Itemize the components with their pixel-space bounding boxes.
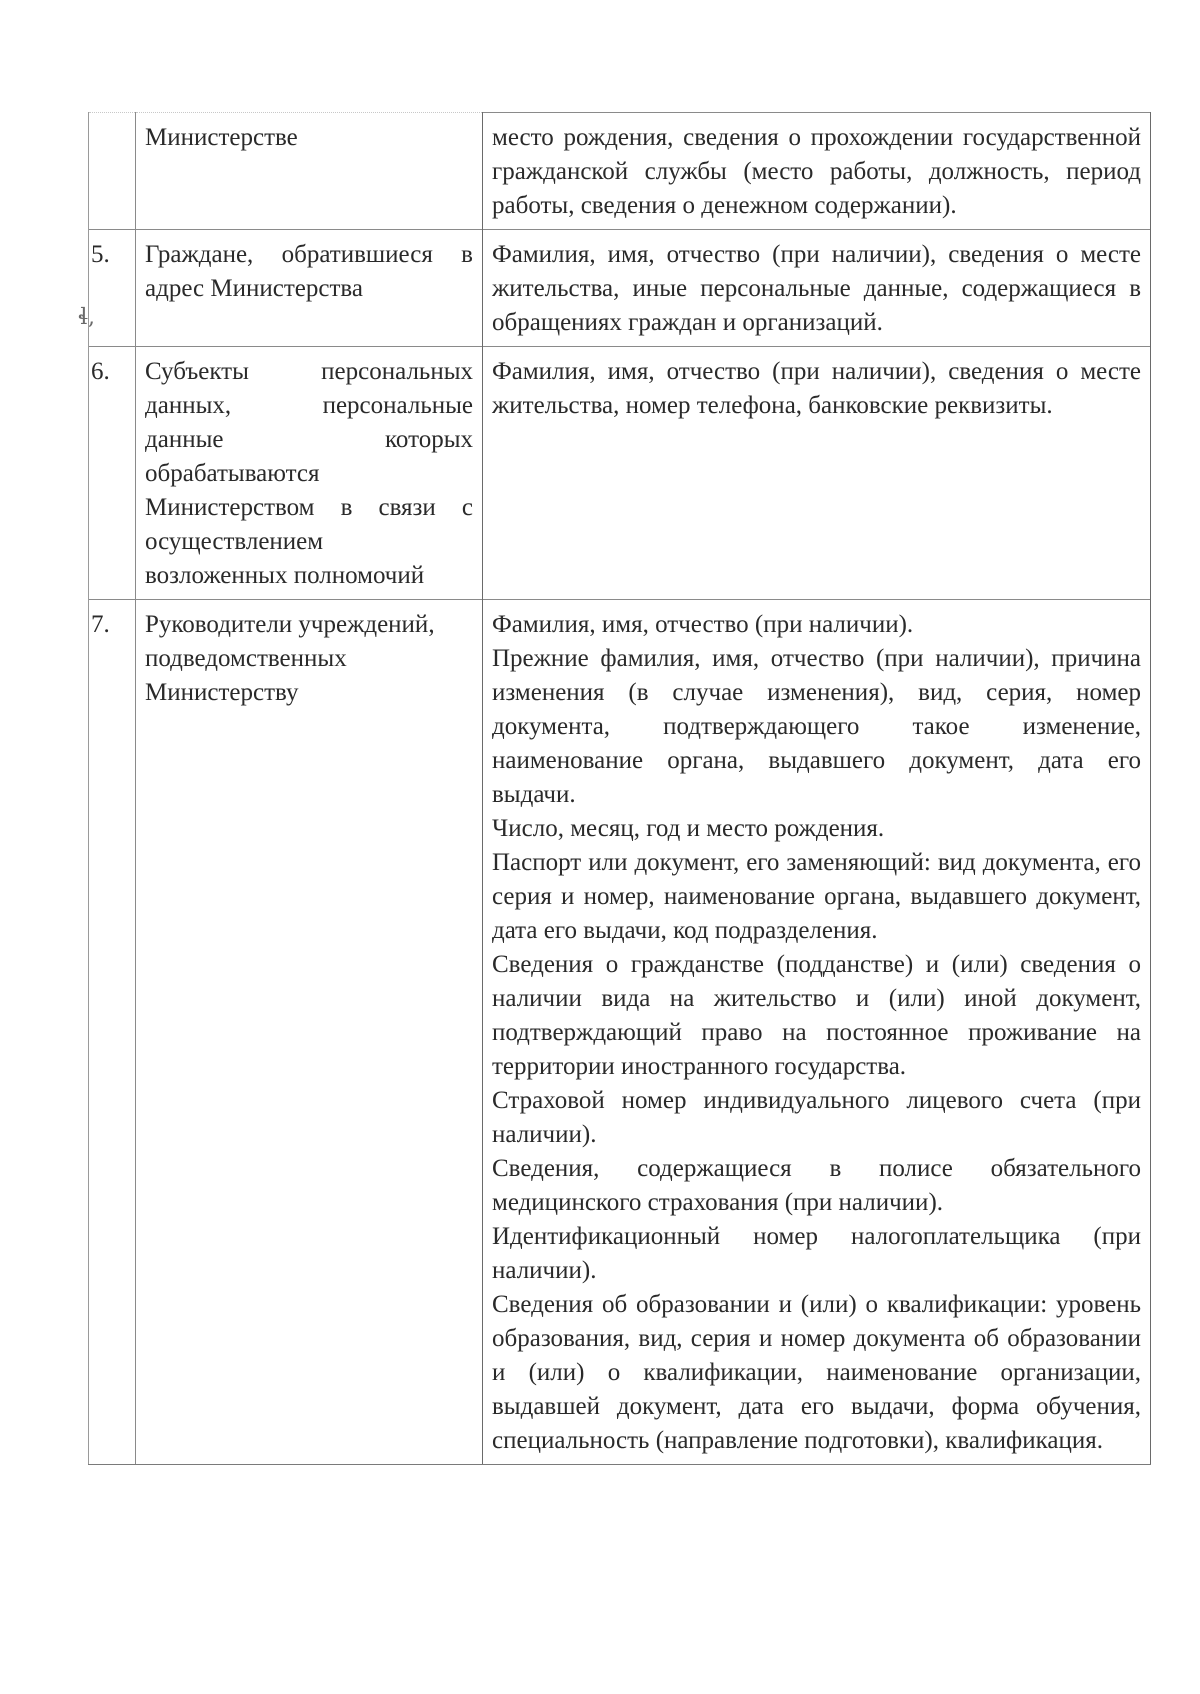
table-row — [89, 113, 1151, 230]
data-subject-cell — [136, 230, 483, 347]
personal-data-table — [88, 112, 1151, 1465]
subject-line: подведомственных — [145, 645, 347, 672]
row-number: 7. — [89, 600, 136, 1465]
table-row — [89, 230, 1151, 347]
data-paragraph: Прежние фамилия, имя, отчество (при наличии), причина изменения (в случае изменения), вид, серия, номер документа, подтверждающего такое изменение, наименование органа, выдавшего документ, дата его выдачи. — [492, 645, 1141, 808]
row-number — [89, 113, 136, 230]
data-subject-cell — [136, 600, 483, 1465]
scan-artifact-mark: ɬ, — [78, 305, 95, 330]
subject-line: возложенных полномочий — [145, 562, 425, 589]
data-paragraph: Фамилия, имя, отчество (при наличии), сведения о месте жительства, номер телефона, банковские реквизиты. — [492, 358, 1141, 419]
subject-line: Министерстве — [145, 124, 298, 151]
subject-line: данные которых — [145, 426, 473, 453]
personal-data-cell — [483, 113, 1151, 230]
subject-line: обрабатываются — [145, 460, 320, 487]
subject-line: данных, персональные — [145, 392, 473, 419]
table-row — [89, 600, 1151, 1465]
row-number: 5. — [89, 230, 136, 347]
table-row — [89, 347, 1151, 600]
data-paragraph: Фамилия, имя, отчество (при наличии), сведения о месте жительства, иные персональные данные, содержащиеся в обращениях граждан и организаций. — [492, 241, 1141, 336]
personal-data-cell — [483, 230, 1151, 347]
personal-data-cell — [483, 600, 1151, 1465]
subject-line: Министерству — [145, 679, 299, 706]
data-paragraph: Сведения об образовании и (или) о квалификации: уровень образования, вид, серия и номер документа об образовании и (или) о квалификации, наименование организации, выдавшей документ, дата его выдачи, форма обучения, специальность (направление подготовки), квалификация. — [492, 1291, 1141, 1454]
data-paragraph: место рождения, сведения о прохождении государственной гражданской службы (место работы, должность, период работы, сведения о денежном содержании). — [492, 124, 1141, 219]
data-paragraph: Паспорт или документ, его заменяющий: вид документа, его серия и номер, наименование органа, выдавшего документ, дата его выдачи, код подразделения. — [492, 849, 1141, 944]
subject-line: Граждане, обратившиеся в — [145, 241, 473, 268]
data-paragraph: Страховой номер индивидуального лицевого счета (при наличии). — [492, 1087, 1141, 1148]
subject-line: Субъекты персональных — [145, 358, 473, 385]
data-subject-cell — [136, 347, 483, 600]
personal-data-cell — [483, 347, 1151, 600]
data-paragraph: Фамилия, имя, отчество (при наличии). — [492, 611, 914, 638]
row-number: 6. — [89, 347, 136, 600]
subject-line: Министерством в связи с — [145, 494, 473, 521]
data-paragraph: Сведения, содержащиеся в полисе обязательного медицинского страхования (при наличии). — [492, 1155, 1141, 1216]
data-paragraph: Число, месяц, год и место рождения. — [492, 815, 885, 842]
subject-line: осуществлением — [145, 528, 324, 555]
subject-line: Руководители учреждений, — [145, 611, 435, 638]
data-paragraph: Идентификационный номер налогоплательщика (при наличии). — [492, 1223, 1141, 1284]
data-subject-cell — [136, 113, 483, 230]
subject-line: адрес Министерства — [145, 275, 363, 302]
data-paragraph: Сведения о гражданстве (подданстве) и (или) сведения о наличии вида на жительство и (или) иной документ, подтверждающий право на постоянное проживание на территории иностранного государства. — [492, 951, 1141, 1080]
